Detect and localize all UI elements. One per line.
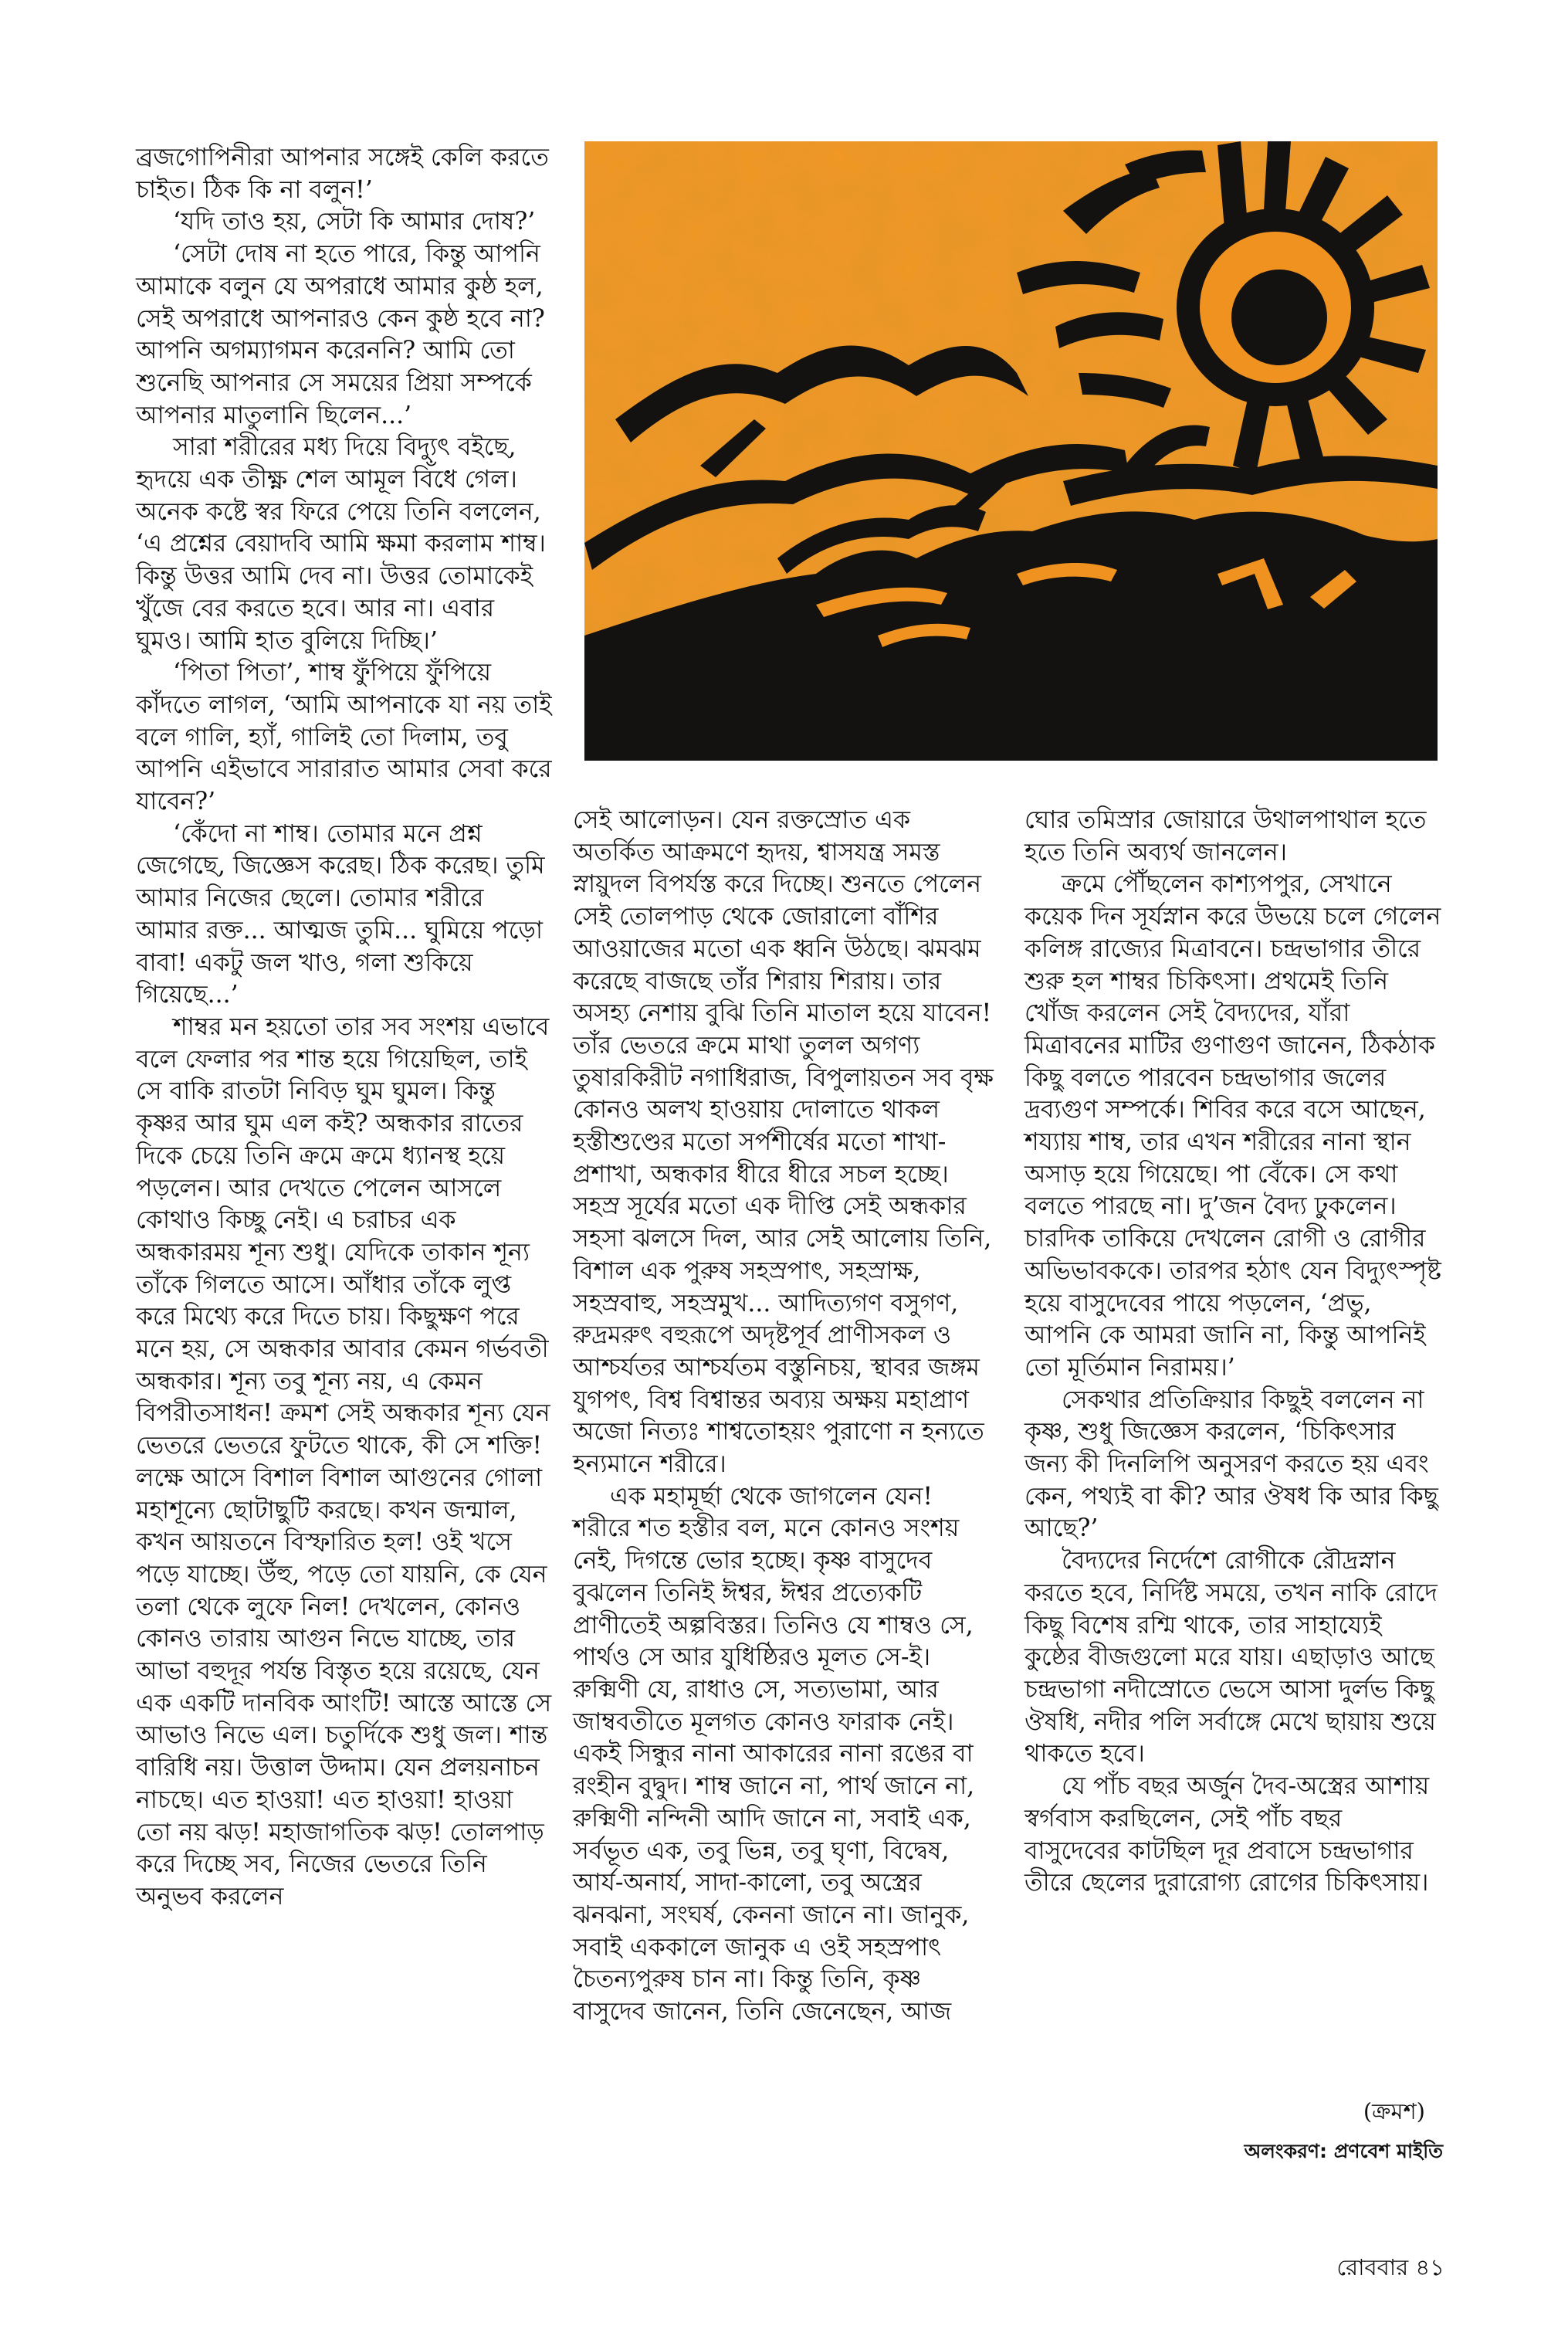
text-column-1 [136,142,553,1914]
paragraph: ‘যদি তাও হয়, সেটা কি আমার দোষ?’ [173,208,536,236]
paragraph: সেই আলোড়ন। যেন রক্তস্রোত এক অতর্কিত আক্রমণে হৃদয়, শ্বাসযন্ত্র সমস্ত স্নায়ুদল বিপর্যস্ত করে দিচ্ছে। শুনতে পেলেন সেই তোলপাড় থেকে জোরালো বাঁশির আওয়াজের মতো এক ধ্বনি উঠছে। ঝমঝম করেছে বাজছে তাঁর শিরায় শিরায়। তার অসহ্য নেশায় বুঝি তিনি মাতাল হয়ে যাবেন! তাঁর ভেতরে ক্রমে মাথা তুলল অগণ্য তুষারকিরীট নগাধিরাজ, বিপুলায়তন সব বৃক্ষ কোনও অলখ হাওয়ায় দোলাতে থাকল হস্তীশুণ্ডের মতো সর্পশীর্ষের মতো শাখা-প্রশাখা, অন্ধকার ধীরে ধীরে সচল হচ্ছে। সহস্র সূর্যের মতো এক দীপ্তি সেই অন্ধকার সহসা ঝলসে দিল, আর সেই আলোয় তিনি, বিশাল এক পুরুষ সহস্রপাৎ, সহস্রাক্ষ, সহস্রবাহু, সহস্রমুখ... আদিত্যগণ বসুগণ, রুদ্রমরুৎ বহুরূপে অদৃষ্টপূর্ব প্রাণীসকল ও আশ্চর্যতর আশ্চর্যতম বস্তুনিচয়, স্থাবর জঙ্গম যুগপৎ, বিশ্ব বিশ্বান্তর অব্যয় অক্ষয় মহাপ্রাণ অজো নিত্যঃ শাশ্বতোহয়ং পুরাণো ন হন্যতে হন্যমানে শরীরে। [573,806,994,1479]
sun [1177,209,1374,406]
continued-label: (ক্রমশ) [1363,2098,1425,2124]
paragraph: ক্রমে পৌঁছলেন কাশ্যপপুর, সেখানে কয়েক দিন সূর্যস্নান করে উভয়ে চলে গেলেন কলিঙ্গ রাজ্যের মিত্রাবনে। চন্দ্রভাগার তীরে শুরু হল শাম্বর চিকিৎসা। প্রথমেই তিনি খোঁজ করলেন সেই বৈদ্যদের, যাঁরা মিত্রাবনের মাটির গুণাগুণ জানেন, ঠিকঠাক কিছু বলতে পারবেন চন্দ্রভাগার জলের দ্রব্যগুণ সম্পর্কে। শিবির করে বসে আছেন, শয্যায় শাম্ব, তার এখন শরীরের নানা স্থান অসাড় হয়ে গিয়েছে। পা বেঁকে। সে কথা বলতে পারছে না। দু’জন বৈদ্য ঢুকলেন। চারদিক তাকিয়ে দেখলেন রোগী ও রোগীর অভিভাবককে। তারপর হঠাৎ যেন বিদ্যুৎস্পৃষ্ট হয়ে বাসুদেবের পায়ে পড়লেন, ‘প্রভু, আপনি কে আমরা জানি না, কিন্তু আপনিই তো মূর্তিমান নিরাময়।’ [1024,870,1441,1382]
paragraph: সেকথার প্রতিক্রিয়ার কিছুই বললেন না কৃষ্ণ, শুধু জিজ্ঞেস করলেন, ‘চিকিৎসার জন্য কী দিনলিপি অনুসরণ করতে হয় এবং কেন, পথ্যই বা কী? আর ঔষধ কি আর কিছু আছে?’ [1024,1385,1438,1543]
paragraph: যে পাঁচ বছর অর্জুন দৈব-অস্ত্রের আশায় স্বর্গবাস করছিলেন, সেই পাঁচ বছর বাসুদেবের কাটছিল দূর প্রবাসে চন্দ্রভাগার তীরে ছেলের দুরারোগ্য রোগের চিকিৎসায়। [1024,1772,1430,1897]
paragraph: ‘কেঁদো না শাম্ব। তোমার মনে প্রশ্ন জেগেছে, জিজ্ঞেস করেছ। ঠিক করেছ। তুমি আমার নিজের ছেলে। তোমার শরীরে আমার রক্ত... আত্মজ তুমি... ঘুমিয়ে পড়ো বাবা! একটু জল খাও, গলা শুকিয়ে গিয়েছে...’ [136,819,545,1009]
paragraph: এক মহামূর্ছা থেকে জাগলেন যেন! শরীরে শত হস্তীর বল, মনে কোনও সংশয় নেই, দিগন্তে ভোর হচ্ছে। কৃষ্ণ বাসুদেব বুঝলেন তিনিই ঈশ্বর, ঈশ্বর প্রত্যেকটি প্রাণীতেই অল্পবিস্তর। তিনিও যে শাম্বও সে, পার্থও সে আর যুধিষ্ঠিরও মূলত সে-ই। রুক্মিণী যে, রাধাও সে, সত্যভামা, আর জাম্ববতীতে মূলগত কোনও ফারাক নেই। একই সিন্ধুর নানা আকারের নানা রঙের বা রংহীন বুদ্বুদ। শাম্ব জানে না, পার্থ জানে না, রুক্মিণী নন্দিনী আদি জানে না, সবাই এক, সর্বভূত এক, তবু ভিন্ন, তবু ঘৃণা, বিদ্বেষ, আর্য-অনার্য, সাদা-কালো, তবু অস্ত্রের ঝনঝনা, সংঘর্ষ, কেননা জানে না। জানুক, সবাই এককালে জানুক এ ওই সহস্রপাৎ চৈতন্যপুরুষ চান না। কিন্তু তিনি, কৃষ্ণ বাসুদেব জানেন, তিনি জেনেছেন, আজ [573,1482,975,2026]
text-column-2 [573,805,994,2029]
text-column-3 [1024,805,1445,1900]
paragraph: ঘোর তমিস্রার জোয়ারে উথালপাথাল হতে হতে তিনি অব্যর্থ জানলেন। [1024,806,1427,866]
illustration [584,141,1438,761]
sun-figure-illustration [584,141,1438,761]
paragraph: ‘সেটা দোষ না হতে পারে, কিন্তু আপনি আমাকে বলুন যে অপরাধে আমার কুষ্ঠ হল, সেই অপরাধে আপনারও কেন কুষ্ঠ হবে না? আপনি অগম্যাগমন করেননি? আমি তো শুনেছি আপনার সে সময়ের প্রিয়া সম্পর্কে আপনার মাতুলানি ছিলেন...’ [136,240,545,429]
paragraph: সারা শরীরের মধ্য দিয়ে বিদ্যুৎ বইছে, হৃদয়ে এক তীক্ষ্ণ শেল আমূল বিঁধে গেল। অনেক কষ্টে স্বর ফিরে পেয়ে তিনি বললেন, ‘এ প্রশ্নের বেয়াদবি আমি ক্ষমা করলাম শাম্ব। কিন্তু উত্তর আমি দেব না। উত্তর তোমাকেই খুঁজে বের করতে হবে। আর না। এবার ঘুমও। আমি হাত বুলিয়ে দিচ্ছি।’ [136,433,546,655]
illustration-credit: অলংকরণ: প্রণবেশ মাইতি [1244,2140,1443,2162]
paragraph: বৈদ্যদের নির্দেশে রোগীকে রৌদ্রস্নান করতে হবে, নির্দিষ্ট সময়ে, তখন নাকি রোদে কিছু বিশেষ রশ্মি থাকে, তার সাহায্যেই কুষ্ঠের বীজগুলো মরে যায়। এছাড়াও আছে চন্দ্রভাগা নদীস্রোতে ভেসে আসা দুর্লভ কিছু ঔষধি, নদীর পলি সর্বাঙ্গে মেখে ছায়ায় শুয়ে থাকতে হবে। [1024,1547,1438,1768]
paragraph: ব্রজগোপিনীরা আপনার সঙ্গেই কেলি করতে চাইত। ঠিক কি না বলুন!’ [136,144,549,204]
paragraph: ‘পিতা পিতা’, শাম্ব ফুঁপিয়ে ফুঁপিয়ে কাঁদতে লাগল, ‘আমি আপনাকে যা নয় তাই বলে গালি, হ্যাঁ, গালিই তো দিলাম, তবু আপনি এইভাবে সারারাত আমার সেবা করে যাবেন?’ [136,659,552,816]
page-footer: রোববার ৪১ [1336,2254,1444,2280]
paragraph: শাম্বর মন হয়তো তার সব সংশয় এভাবে বলে ফেলার পর শান্ত হয়ে গিয়েছিল, তাই সে বাকি রাতটা নিবিড় ঘুম ঘুমল। কিন্তু কৃষ্ণর আর ঘুম এল কই? অন্ধকার রাতের দিকে চেয়ে তিনি ক্রমে ক্রমে ধ্যানস্থ হয়ে পড়লেন। আর দেখতে পেলেন আসলে কোথাও কিচ্ছু নেই। এ চরাচর এক অন্ধকারময় শূন্য শুধু। যেদিকে তাকান শূন্য তাঁকে গিলতে আসে। আঁধার তাঁকে লুপ্ত করে মিথ্যে করে দিতে চায়। কিছুক্ষণ পরে মনে হয়, সে অন্ধকার আবার কেমন গর্ভবতী অন্ধকার। শূন্য তবু শূন্য নয়, এ কেমন বিপরীতসাধন! ক্রমশ সেই অন্ধকার শূন্য যেন ভেতরে ভেতরে ফুটতে থাকে, কী সে শক্তি! লক্ষে আসে বিশাল বিশাল আগুনের গোলা মহাশূন্যে ছোটাছুটি করছে। কখন জন্মাল, কখন আয়তনে বিস্ফারিত হল! ওই খসে পড়ে যাচ্ছে। উঁহু, পড়ে তো যায়নি, কে যেন তলা থেকে লুফে নিল! দেখলেন, কোনও কোনও তারায় আগুন নিভে যাচ্ছে, তার আভা বহুদূর পর্যন্ত বিস্তৃত হয়ে রয়েছে, যেন এক একটি দানবিক আংটি! আস্তে আস্তে সে আভাও নিভে এল। চতুর্দিকে শুধু জল। শান্ত বারিধি নয়। উত্তাল উদ্দাম। যেন প্রলয়নাচন নাচছে। এত হাওয়া! এত হাওয়া! হাওয়া তো নয় ঝড়! মহাজাগতিক ঝড়! তোলপাড় করে দিচ্ছে সব, নিজের ভেতরে তিনি অনুভব করলেন [136,1012,552,1911]
